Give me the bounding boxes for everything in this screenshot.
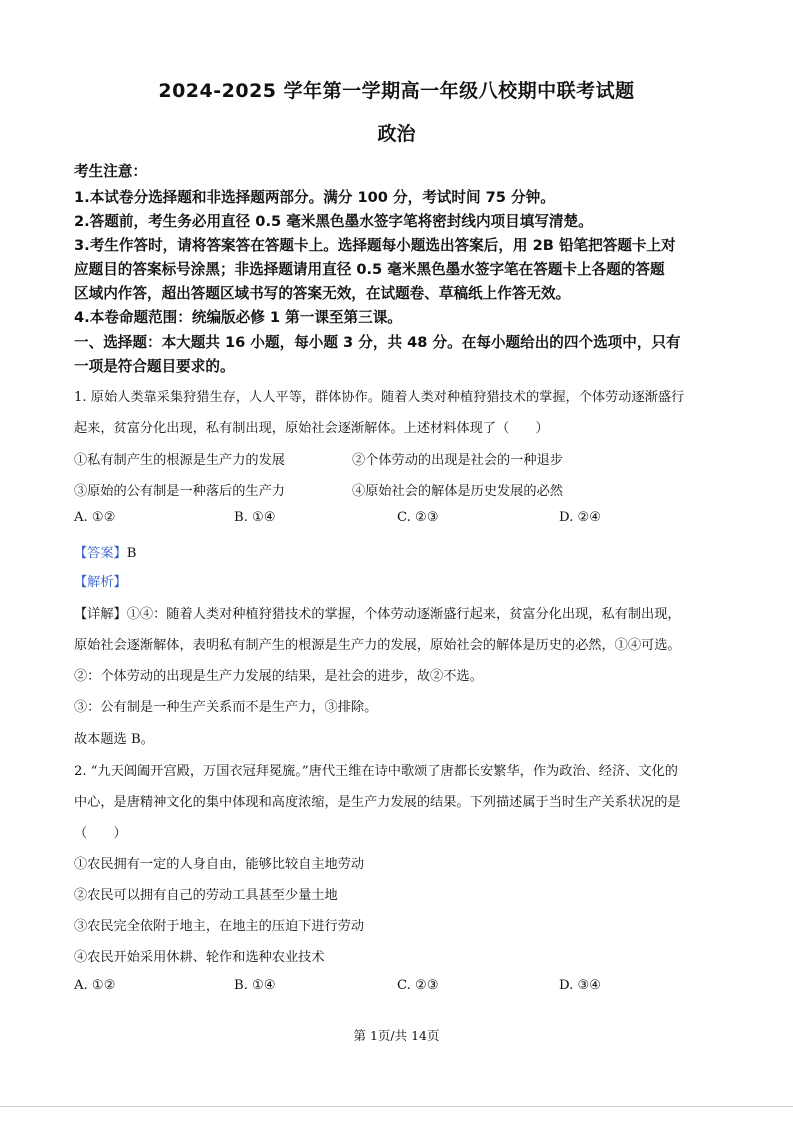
- q1-option-c: C. ②③: [397, 510, 439, 525]
- notice-heading: 考生注意：: [74, 163, 147, 180]
- notice-item: 应题目的答案标号涂黑；非选择题请用直径 0.5 毫米黑色墨水签字笔在答题卡上各题的答题: [74, 261, 665, 278]
- q2-stem: 2. “九天阊阖开宫殿，万国衣冠拜冕旒。”唐代王维在诗中歌颂了唐都长安繁华，作为政治、经济、文化的: [74, 764, 678, 779]
- q1-statement-1: ①私有制产生的根源是生产力的发展: [74, 453, 285, 468]
- q2-statement-3: ③农民完全依附于地主，在地主的压迫下进行劳动: [74, 919, 365, 934]
- q2-option-c: C. ②③: [397, 978, 439, 993]
- section-heading: 一、选择题：本大题共 16 小题，每小题 3 分，共 48 分。在每小题给出的四个选项中，只有: [74, 334, 681, 351]
- q1-statement-3: ③原始的公有制是一种落后的生产力: [74, 484, 285, 499]
- notice-item: 区域内作答，超出答题区域书写的答案无效，在试题卷、草稿纸上作答无效。: [74, 285, 571, 302]
- analysis-tag: 【解析】: [74, 575, 127, 590]
- notice-item: 2.答题前，考生务必用直径 0.5 毫米黑色墨水签字笔将密封线内项目填写清楚。: [74, 213, 593, 230]
- q2-option-a: A. ①②: [74, 978, 116, 993]
- answer-value: B: [126, 546, 137, 561]
- q1-statement-4: ④原始社会的解体是历史发展的必然: [352, 484, 563, 499]
- q2-option-d: D. ③④: [559, 978, 602, 993]
- section-heading-cont: 一项是符合题目要求的。: [74, 358, 235, 375]
- detail-tag: 【详解】: [74, 607, 127, 622]
- q1-detail: [74, 603, 681, 622]
- q2-statement-4: ④农民开始采用休耕、轮作和选种农业技术: [74, 950, 325, 965]
- q2-statement-1: ①农民拥有一定的人身自由，能够比较自主地劳动: [74, 857, 365, 872]
- q1-conclusion: 故本题选 B。: [74, 732, 154, 747]
- subject-title: 政治: [377, 123, 416, 145]
- q1-detail-cont: 原始社会逐渐解体，表明私有制产生的根源是生产力的发展，原始社会的解体是历史的必然，①④可选。: [74, 638, 681, 653]
- q1-analysis: [74, 571, 127, 590]
- page-number: 第 1页/共 14页: [353, 1028, 440, 1043]
- answer-tag: 【答案】: [74, 546, 127, 561]
- detail-text: ①④：随着人类对种植狩猎技术的掌握，个体劳动逐渐盛行起来，贫富分化出现，私有制出现，: [126, 607, 681, 622]
- q2-option-b: B. ①④: [234, 978, 276, 993]
- q1-answer: [74, 542, 136, 561]
- exam-title: 2024-2025 学年第一学期高一年级八校期中联考试题: [158, 80, 635, 102]
- q2-statement-2: ②农民可以拥有自己的劳动工具甚至少量土地: [74, 888, 338, 903]
- q1-option-a: A. ①②: [74, 510, 116, 525]
- notice-item: 3.考生作答时，请将答案答在答题卡上。选择题每小题选出答案后，用 2B 铅笔把答题卡上对: [74, 237, 676, 254]
- notice-item: 4.本卷命题范围：统编版必修 1 第一课至第三课。: [74, 309, 402, 326]
- q2-stem-cont: 中心，是唐精神文化的集中体现和高度浓缩，是生产力发展的结果。下列描述属于当时生产关系状况的是: [74, 795, 681, 810]
- q2-stem-blank: （ ）: [74, 826, 127, 841]
- notice-item: 1.本试卷分选择题和非选择题两部分。满分 100 分，考试时间 75 分钟。: [74, 189, 555, 206]
- page-bottom-divider: [0, 1106, 793, 1107]
- q1-detail-3: ③：公有制是一种生产关系而不是生产力，③排除。: [74, 700, 378, 715]
- q1-option-d: D. ②④: [559, 510, 602, 525]
- q1-detail-2: ②：个体劳动的出现是生产力发展的结果，是社会的进步，故②不选。: [74, 669, 483, 684]
- q1-stem-cont: 起来，贫富分化出现，私有制出现，原始社会逐渐解体。上述材料体现了（ ）: [74, 421, 549, 436]
- q1-statement-2: ②个体劳动的出现是社会的一种退步: [352, 453, 563, 468]
- q1-option-b: B. ①④: [234, 510, 276, 525]
- q1-stem: 1. 原始人类靠采集狩猎生存，人人平等，群体协作。随着人类对种植狩猎技术的掌握，个体劳动逐渐盛行: [74, 390, 685, 405]
